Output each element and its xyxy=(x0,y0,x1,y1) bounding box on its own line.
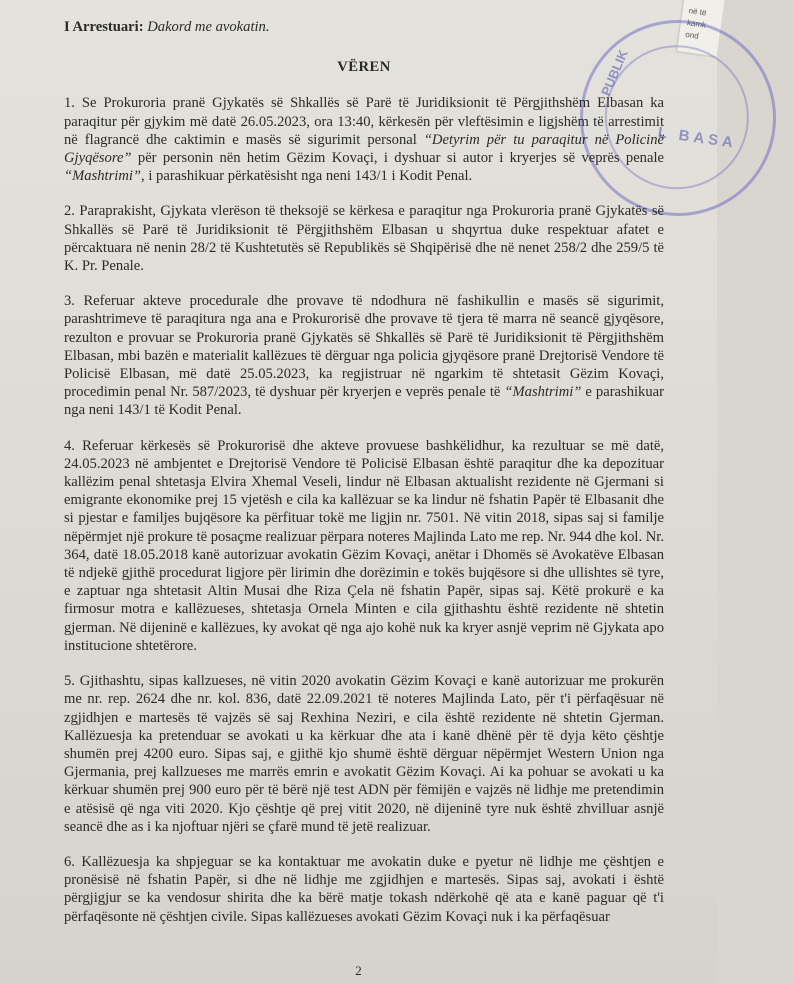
p3-offence-name: “Mashtrimi” xyxy=(504,384,582,401)
p1-text-c: për personin nën hetim Gëzim Kovaçi, i dyshuar si autor i kryerjes së veprës penale xyxy=(131,150,664,167)
p3-text-c: e parashikuar nga neni 143/1 të Kodit Penal. xyxy=(64,384,664,419)
corner-text-2: kamk xyxy=(686,18,707,30)
p1-offence-name: “Mashtrimi” xyxy=(64,168,142,185)
arrestee-label: I Arrestuari: xyxy=(64,19,144,35)
stamp-text-top: PUBLIK xyxy=(598,47,631,98)
section-title: VËREN xyxy=(337,59,391,76)
paragraph-4: 4. Referuar kërkesës së Prokurorisë dhe akteve provuese bashkëlidhur, ka rezultuar se më datë, 24.05.2023 në ambjentet e Drejtorisë Vendore të Policisë Elbasan është paraqitur dhe ka depozituar kallëzim penal shtetasja Elvira Xhemal Veseli, lindur në Elbasan aktualisht rezidente në Gjermani si emigrante ekonomike prej 15 vjetësh e cila ka kallëzuar se ka lindur në fshatin Papër të Elbasanit dhe si pjestar e familjes bujqësore ka përfituar tokë me ligjin nr. 7501. Në vitin 2018, sipas saj si familje nëpërmjet një prokure të posaçme realizuar përpara noteres Majlinda Lato me rep. Nr. 944 dhe kol. Nr. 364, datë 18.05.2018 kanë autorizuar avokatin Gëzim Kovaçi, anëtar i Dhomës së Avokatëve Elbasan të ndjekë gjithë procedurat ligjore për lirimin dhe dorëzimin e tokës bujqësore si dhe ullishtes së tyre, e zaptuar nga shtetasit Altin Musai dhe Riza Çela në fshatin Papër, sipas saj. Këtë prokurë e ka firmosur motra e kallëzueses, shtetasja Ornela Minten e cila gjithashtu është rezidente në shtetin gjerman. Në dijeninë e kallëzues, ky avokat që nga ajo kohë nuk ka kryer asnjë veprim në Gjykata apo institucione shtetërore. xyxy=(64,437,664,654)
stamp-text-bottom: L BASA xyxy=(656,123,738,152)
page-number: 2 xyxy=(355,963,362,978)
arrestee-value: Dakord me avokatin. xyxy=(147,19,270,35)
paragraph-1 xyxy=(64,94,664,185)
p1-text-e: , i parashikuar përkatësisht nga neni 143/1 i Kodit Penal. xyxy=(141,168,473,185)
p1-text-a: 1. Se Prokuroria pranë Gjykatës së Shkallës së Parë të Juridiksionit të Përgjithshëm Elbasan ka paraqitur për gjykim më datë 26.05.2023, ora 13:40, kërkesën për vleftësimin e ligjshëm të arrestimit në flagrancë dhe caktimin e masës së sigurimit personal xyxy=(64,95,664,148)
corner-text-3: ond xyxy=(684,29,700,41)
paragraph-2: 2. Paraprakisht, Gjykata vlerëson të theksojë se kërkesa e paraqitur nga Prokuroria pranë Gjykatës së Shkallës së Parë të Juridiksionit të Përgjithshëm Elbasan u shqyrtua duke respektuar afatet e përcaktuara në nenin 28/2 të Kushtetutës së Republikës së Shqipërisë dhe në nenet 258/2 dhe 259/5 të K. Pr. Penale. xyxy=(64,203,664,275)
corner-text-1: në të xyxy=(688,6,707,18)
paragraph-6: 6. Kallëzuesja ka shpjeguar se ka kontaktuar me avokatin duke e pyetur në lidhje me çështjen e pronësisë në fshatin Papër, si dhe në lidhje me zgjidhjen e martesës. Sipas saj, avokati i është përgjigjur se ka vendosur shirita dhe ka bërë matje tokash ndërkohë që ata e kanë paguar që t'i përfaqësonte në çështjen civile. Sipas kallëzueses avokati Gëzim Kovaçi nuk i ka përfaqësuar xyxy=(64,853,664,925)
document-body xyxy=(64,18,664,943)
paragraph-5: 5. Gjithashtu, sipas kallzueses, në vitin 2020 avokatin Gëzim Kovaçi e kanë autorizuar me prokurën me nr. rep. 2624 dhe nr. kol. 836, datë 22.09.2021 të noteres Majlinda Lato, për t'i përfaqësuar në zgjidhjen e martesës të vajzës së saj Rexhina Neziri, e cila është rezidente në shtetin Gjerman. Kallëzuesja ka pretenduar se avokati u ka kërkuar dhe ata i kanë dhënë për të dyja këto çështje shumën prej 4200 euro. Sipas saj, e gjithë kjo shumë është dërguar nëpërmjet Western Union nga Gjermania, prej kallzueses me marrës emrin e avokatit Gëzim Kovaçi. Ai ka pohuar se avokati u ka kërkuar shumën prej 900 euro për të bërë një test ADN për fëmijën e vajzës në lidhje me pretendimin e atësisë që nga viti 2020. Kjo çështje që prej vitit 2020, në dijeninë tyre nuk është zhvilluar asnjë seancë dhe as i ka njoftuar njëri se çfarë mund të jetë realizuar. xyxy=(64,673,664,835)
p1-measure-name: “Detyrim për tu paraqitur në Policinë Gjyqësore” xyxy=(64,131,665,167)
paragraph-3 xyxy=(64,292,664,419)
arrestee-statement xyxy=(64,18,664,36)
p3-text-a: 3. Referuar akteve procedurale dhe provave të ndodhura në fashikullin e masës së sigurimit, parashtrimeve të paraqitura nga ana e Prokurorisë dhe provave të tjera të marra në seancë gjyqësore, rezulton e provuar se Prokuroria pranë Gjykatës së Shkallës së Parë të Juridiksionit të Përgjithshëm Elbasan, mbi bazën e materialit kallëzues të dërguar nga policia gjyqësore pranë Drejtorisë Vendore të Policisë Elbasan, më datë 25.05.2023, ka regjistruar në ngarkim të shtetasit Gëzim Kovaçi, procedimin penal Nr. 587/2023, të dyshuar për kryerjen e veprës penale të xyxy=(64,293,664,401)
